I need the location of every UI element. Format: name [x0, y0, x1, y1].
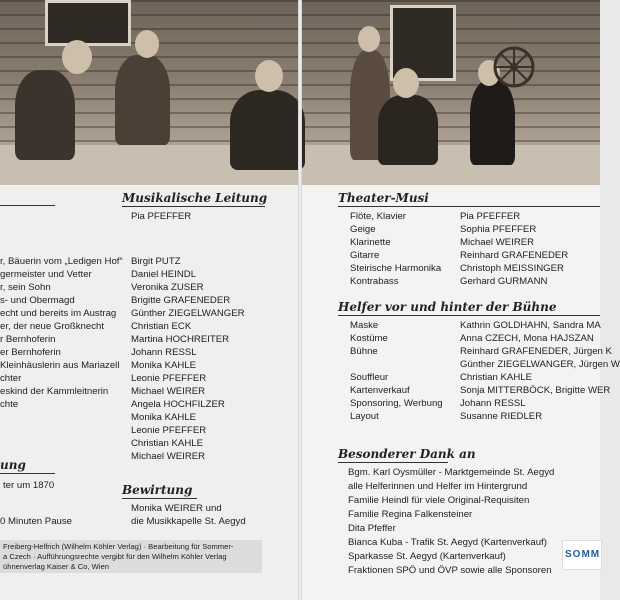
cast-name: Leonie PFEFFER [131, 425, 207, 436]
person-1 [15, 70, 75, 160]
helper-name: Susanne RIEDLER [460, 411, 543, 422]
musician-name: Michael WEIRER [460, 237, 535, 248]
musician-name: Christoph MEISSINGER [460, 263, 564, 274]
musik-rule [122, 206, 265, 207]
instrument-label: Steirische Harmonika [350, 263, 442, 274]
cast-name: Brigitte GRAFENEDER [131, 295, 231, 306]
cast-name: Martina HOCHREITER [131, 334, 230, 345]
role-line: echt und bereits im Austrag [0, 308, 117, 319]
cast-name: Veronika ZUSER [131, 282, 204, 293]
helper-role: Layout [350, 411, 379, 422]
person-5 [378, 95, 438, 165]
thanks-line: alle Helferinnen und Helfer im Hintergrund [348, 481, 528, 492]
role-line: r, Bäuerin vom „Ledigen Hof“ [0, 256, 123, 267]
dank-heading: Besonderer Dank an [338, 447, 476, 461]
thanks-line: Bianca Kuba - Trafik St. Aegyd (Kartenverkauf) [348, 537, 547, 548]
theater-rule [338, 206, 600, 207]
helper-role: Kartenverkauf [350, 385, 410, 396]
helper-role: Souffleur [350, 372, 389, 383]
helper-name: Christian KAHLE [460, 372, 532, 383]
theater-heading: Theater-Musi [338, 191, 429, 205]
role-line: s- und Obermagd [0, 295, 75, 306]
thanks-line: Fraktionen SPÖ und ÖVP sowie alle Sponsoren [348, 565, 552, 576]
cast-name: Monika KAHLE [131, 412, 197, 423]
bewirtung-line-2: die Musikkapelle St. Aegyd [131, 516, 246, 527]
person-1-head [62, 40, 92, 74]
person-2-head [135, 30, 159, 58]
time-line: ter um 1870 [3, 480, 55, 491]
cast-name: Angela HOCHFILZER [131, 399, 225, 410]
left-heading-rule-1 [0, 205, 55, 206]
role-line: chte [0, 399, 19, 410]
cast-name: Michael WEIRER [131, 451, 206, 462]
role-line: eskind der Kammleitnerin [0, 386, 109, 397]
musician-name: Pia PFEFFER [460, 211, 521, 222]
window-left [45, 0, 131, 46]
thanks-line: Familie Heindl für viele Original-Requisiten [348, 495, 530, 506]
sponsor-logo-text: SOMM [565, 549, 601, 560]
instrument-label: Flöte, Klavier [350, 211, 406, 222]
instrument-label: Gitarre [350, 250, 380, 261]
role-line: Kleinhäuslerin aus Mariazell [0, 360, 120, 371]
bewirtung-heading: Bewirtung [122, 483, 193, 497]
cast-name: Monika KAHLE [131, 360, 197, 371]
role-line: er Bernhoferin [0, 347, 61, 358]
person-5-head [393, 68, 419, 98]
sponsor-logo [562, 540, 602, 570]
helper-role: Sponsoring, Werbung [350, 398, 443, 409]
cast-name: Günther ZIEGELWANGER [131, 308, 245, 319]
left-heading-rule-2 [0, 473, 55, 474]
musician-name: Sophia PFEFFER [460, 224, 537, 235]
rights-note [0, 540, 262, 573]
cast-name: Christian ECK [131, 321, 192, 332]
cast-name: Birgit PUTZ [131, 256, 181, 267]
role-line: r, sein Sohn [0, 282, 51, 293]
bewirtung-rule [122, 498, 197, 499]
page-fold [298, 0, 302, 600]
helper-name: Günther ZIEGELWANGER, Jürgen W [460, 359, 620, 370]
dank-rule [338, 462, 448, 463]
person-2 [115, 55, 170, 145]
instrument-label: Kontrabass [350, 276, 399, 287]
role-line: germeister und Vetter [0, 269, 92, 280]
cast-name: Leonie PFEFFER [131, 373, 207, 384]
instrument-label: Geige [350, 224, 376, 235]
helper-name: Sonja MITTERBÖCK, Brigitte WER [460, 385, 611, 396]
thanks-line: Familie Regina Falkensteiner [348, 509, 473, 520]
rights-note-line-3: ühnenverlag Kaiser & Co, Wien [3, 562, 109, 571]
bewirtung-line-1: Monika WEIRER und [131, 503, 222, 514]
helper-name: Anna CZECH, Mona HAJSZAN [460, 333, 594, 344]
rights-note-line-1: Freiberg-Helfrich (Wilhelm Köhler Verlag) · Bearbeitung für Sommer- [3, 542, 234, 551]
rights-note-line-2: a Czech · Aufführungsrechte vergibt für den Wilhelm Köhler Verlag [3, 552, 227, 561]
musik-leader: Pia PFEFFER [131, 211, 192, 222]
helfer-rule [338, 315, 600, 316]
cast-name: Johann RESSL [131, 347, 197, 358]
role-line: r Bernhoferin [0, 334, 56, 345]
helfer-heading: Helfer vor und hinter der Bühne [338, 300, 557, 314]
pause-line: 0 Minuten Pause [0, 516, 72, 527]
thanks-line: Bgm. Karl Oysmüller - Marktgemeinde St. Aegyd [348, 467, 555, 478]
thanks-line: Sparkasse St. Aegyd (Kartenverkauf) [348, 551, 506, 562]
helper-name: Reinhard GRAFENEDER, Jürgen K [460, 346, 612, 357]
person-3-head [255, 60, 283, 92]
musician-name: Gerhard GURMANN [460, 276, 548, 287]
instrument-label: Klarinette [350, 237, 391, 248]
musik-heading: Musikalische Leitung [122, 191, 268, 205]
cast-name: Michael WEIRER [131, 386, 206, 397]
helper-role: Bühne [350, 346, 378, 357]
section-heading-fragment: ung [0, 458, 26, 472]
cast-name: Daniel HEINDL [131, 269, 197, 280]
person-4-head [358, 26, 380, 52]
role-line: chter [0, 373, 22, 384]
wagon-wheel-icon [492, 40, 536, 94]
helper-role: Kostüme [350, 333, 388, 344]
role-line: er, der neue Großknecht [0, 321, 104, 332]
helper-role: Maske [350, 320, 379, 331]
musician-name: Reinhard GRAFENEDER [460, 250, 569, 261]
helper-name: Johann RESSL [460, 398, 526, 409]
helper-name: Kathrin GOLDHAHN, Sandra MA [460, 320, 601, 331]
person-3 [230, 90, 305, 170]
thanks-line: Dita Pfeffer [348, 523, 396, 534]
cast-name: Christian KAHLE [131, 438, 203, 449]
